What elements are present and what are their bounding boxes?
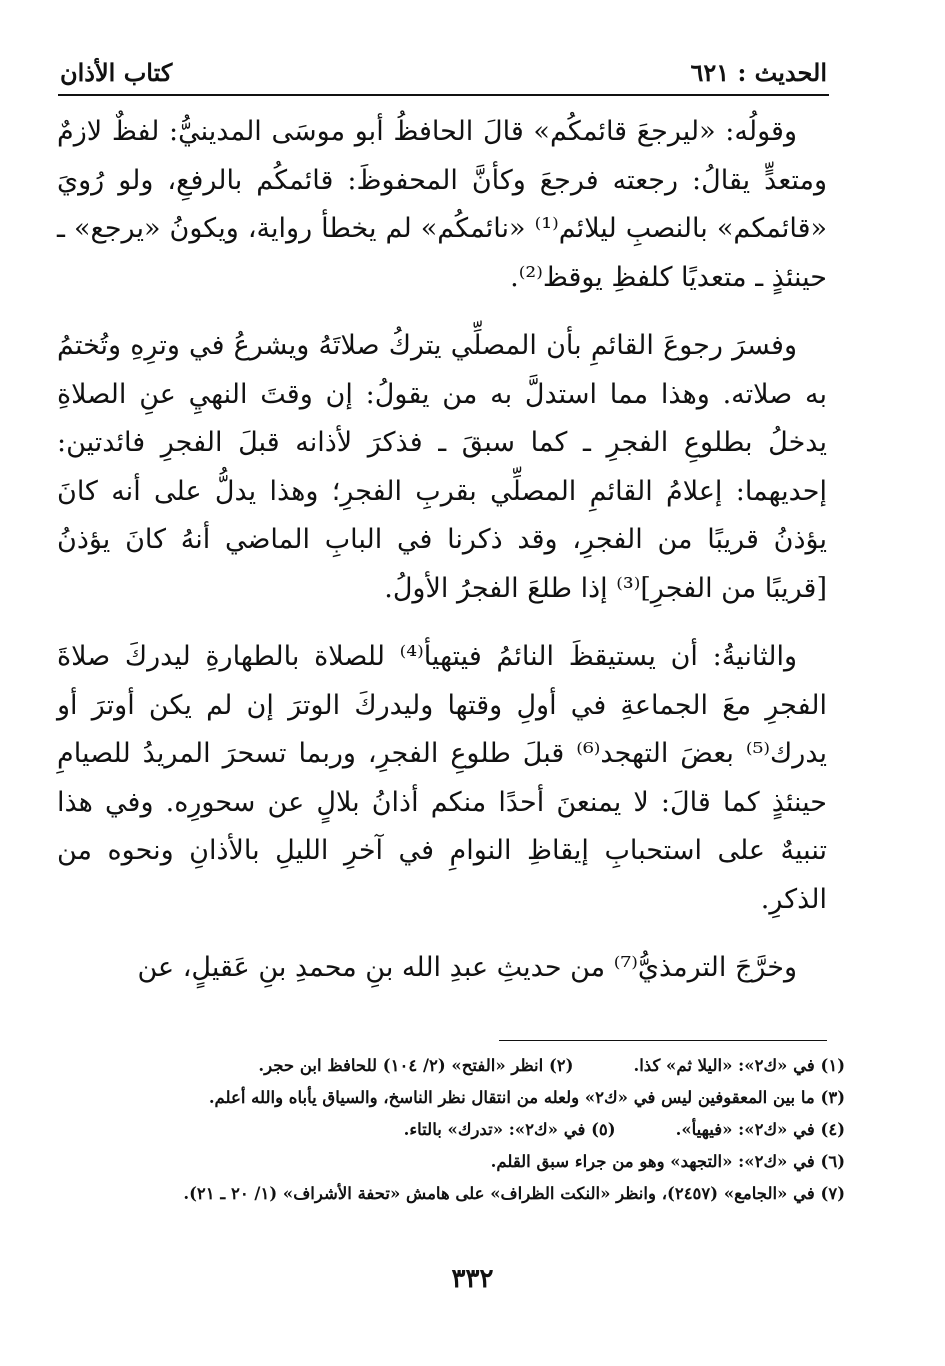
footnote-line bbox=[85, 1050, 845, 1082]
footnote-7: (٧) في «الجامع» (٢٤٥٧)، وانظر «النكت الظراف» على هامش «تحفة الأشراف» (١/ ٢٠ ـ ٢١). bbox=[183, 1184, 845, 1203]
book-title: كتاب الأذان bbox=[60, 57, 173, 87]
footnote-1: (١) في «ك٢»: «اليلا ثم» كذا. bbox=[633, 1056, 845, 1075]
paragraph: وفسرَ رجوعَ القائمِ بأن المصلِّي يتركُ صلاتَهُ ويشرعُ في وترِهِ وتُختمُ به صلاته. وهذا مما استدلَّ به من يقولُ: إن وقتَ النهيِ عنِ الصلاةِ يدخلُ بطلوعِ الفجرِ ـ كما سبقَ ـ فذكرَ لأذانه قبلَ الفجرِ فائدتين: إحديهما: إعلامُ القائمِ المصلِّي بقربِ الفجرِ؛ وهذا يدلُّ على أنه كانَ يؤذنُ قريبًا من الفجرِ، وقد ذكرنا في البابِ الماضي أنهُ كانَ يؤذنُ [قريبًا من الفجرِ]⁽³⁾ إذا طلعَ الفجرُ الأولُ. bbox=[57, 330, 827, 604]
footnote-6: (٦) في «ك٢»: «التجهد» وهو من جراء سبق القلم. bbox=[490, 1152, 845, 1171]
footnote-2: (٢) انظر «الفتح» (٢/ ١٠٤) للحافظ ابن حجر. bbox=[258, 1056, 574, 1075]
main-text bbox=[57, 108, 827, 993]
footnote-5: (٥) في «ك٢»: «تدرك» بالتاء. bbox=[403, 1120, 616, 1139]
footnote-line bbox=[85, 1082, 845, 1114]
paragraph: وخرَّجَ الترمذيُّ⁽⁷⁾ من حديثِ عبدِ الله بنِ محمدِ بنِ عَقيلٍ، عن bbox=[137, 952, 797, 983]
paragraph: والثانيةُ: أن يستيقظَ النائمُ فيتهيأ⁽⁴⁾ للصلاة بالطهارةِ ليدركَ صلاةَ الفجرِ معَ الجماعةِ في أولِ وقتها وليدركَ الوترَ إن لم يكن أوترَ أو يدرك⁽⁵⁾ بعضَ التهجد⁽⁶⁾ قبلَ طلوعِ الفجرِ، وربما تسحرَ المريدُ للصيامِ حينئذٍ كما قالَ: لا يمنعنَ أحدًا منكم أذانُ بلالٍ عن سحورِه. وفي هذا تنبيهٌ على استحبابِ إيقاظِ النوامِ في آخرِ الليلِ بالأذانِ ونحوه من الذكرِ. bbox=[57, 641, 828, 915]
footnote-line bbox=[85, 1146, 845, 1178]
footnotes bbox=[85, 1050, 845, 1210]
header-divider bbox=[58, 94, 829, 96]
hadith-number-label: الحديث : ٦٢١ bbox=[690, 57, 827, 87]
footnote-4: (٤) في «ك٢»: «فيهيأ». bbox=[675, 1120, 845, 1139]
footnote-divider bbox=[499, 1040, 827, 1041]
footnote-line bbox=[85, 1178, 845, 1210]
page-number: ٣٣٢ bbox=[451, 1264, 494, 1294]
running-header bbox=[60, 52, 827, 92]
paragraph: وقولُه: «ليرجعَ قائمكُم» قالَ الحافظُ أبو موسَى المدينيُّ: لفظٌ لازمٌ ومتعدٍّ يقالُ: رجعته فرجعَ وكأنَّ المحفوظَ: قائمكُم بالرفعِ، ولو رُويَ «قائمكم» بالنصبِ ليلائم⁽¹⁾ «نائمكُم» لم يخطأ رواية، ويكونُ «يرجع» ـ حينئذٍ ـ متعديًا كلفظِ يوقظ⁽²⁾. bbox=[57, 116, 828, 293]
footnote-3: (٣) ما بين المعقوفين ليس في «ك٢» ولعله من انتقال نظر الناسخ، والسياق يأباه والله أعلم. bbox=[208, 1088, 845, 1107]
footnote-line bbox=[85, 1114, 845, 1146]
